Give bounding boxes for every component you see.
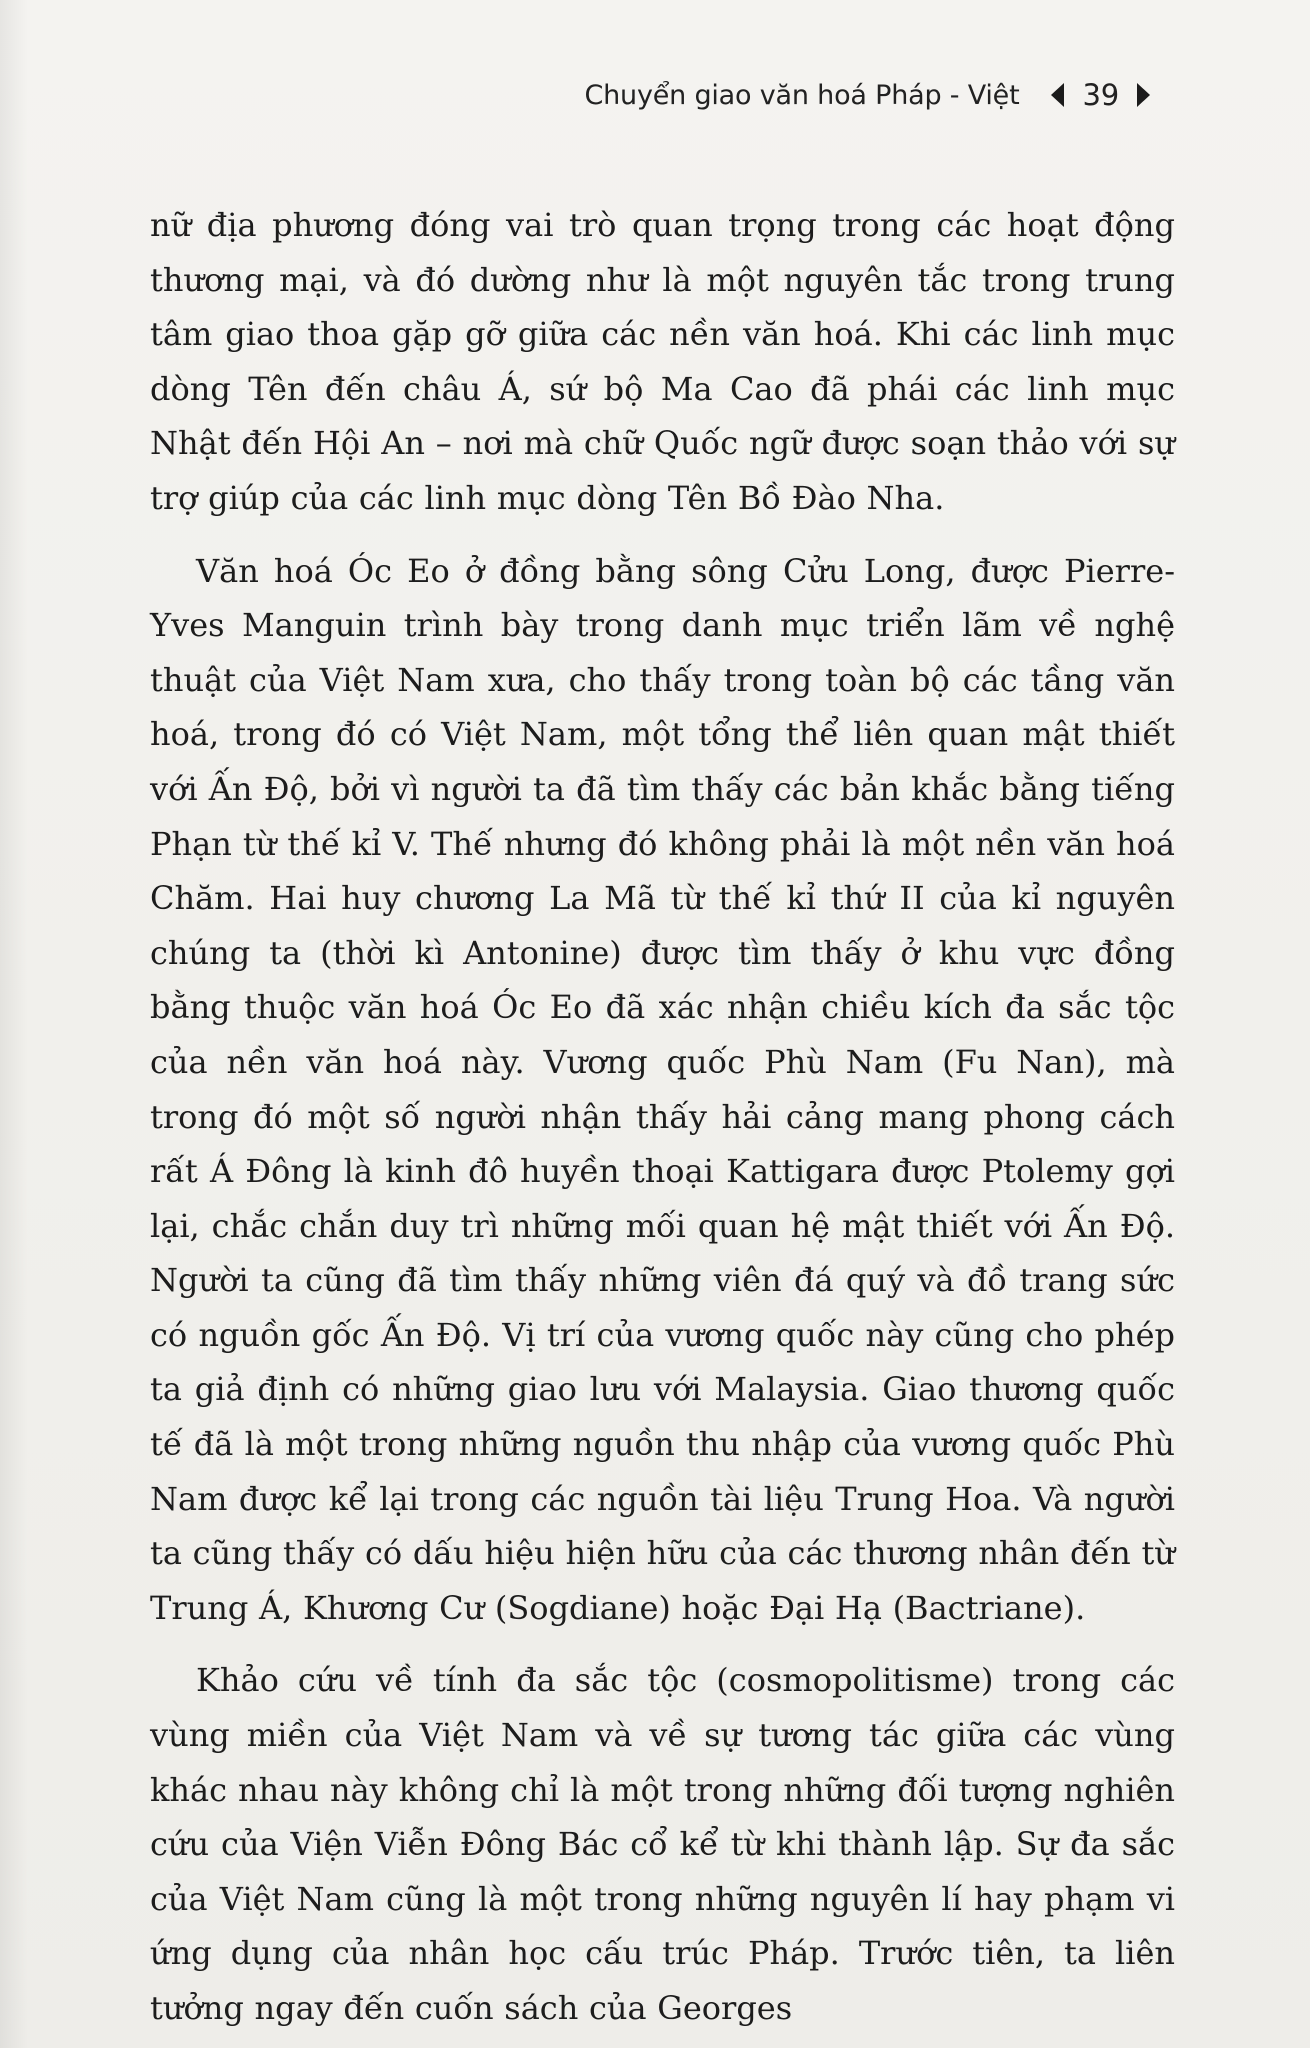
triangle-left-icon [1051,83,1064,107]
paragraph-oc-eo: Văn hoá Óc Eo ở đồng bằng sông Cửu Long, được Pierre-Yves Manguin trình bày trong danh mục triển lãm về nghệ thuật của Việt Nam xưa, cho thấy trong toàn bộ các tầng văn hoá, trong đó có Việt Nam, một tổng thể liên quan mật thiết với Ấn Độ, bởi vì người ta đã tìm thấy các bản khắc bằng tiếng Phạn từ thế kỉ V. Thế nhưng đó không phải là một nền văn hoá Chăm. Hai huy chương La Mã từ thế kỉ thứ II của kỉ nguyên chúng ta (thời kì Antonine) được tìm thấy ở khu vực đồng bằng thuộc văn hoá Óc Eo đã xác nhận chiều kích đa sắc tộc của nền văn hoá này. Vương quốc Phù Nam (Fu Nan), mà trong đó một số người nhận thấy hải cảng mang phong cách rất Á Đông là kinh đô huyền thoại Kattigara được Ptolemy gợi lại, chắc chắn duy trì những mối quan hệ mật thiết với Ấn Độ. Người ta cũng đã tìm thấy những viên đá quý và đồ trang sức có nguồn gốc Ấn Độ. Vị trí của vương quốc này cũng cho phép ta giả định có những giao lưu với Malaysia. Giao thương quốc tế đã là một trong những nguồn thu nhập của vương quốc Phù Nam được kể lại trong các nguồn tài liệu Trung Hoa. Và người ta cũng thấy có dấu hiệu hiện hữu của các thương nhân đến từ Trung Á, Khương Cư (Sogdiane) hoặc Đại Hạ (Bactriane). [150,551,1175,1627]
running-header [584,78,1150,112]
paragraph-cosmopolitisme: Khảo cứu về tính đa sắc tộc (cosmopolitisme) trong các vùng miền của Việt Nam và về sự tương tác giữa các vùng khác nhau này không chỉ là một trong những đối tượng nghiên cứu của Viện Viễn Đông Bác cổ kể từ khi thành lập. Sự đa sắc của Việt Nam cũng là một trong những nguyên lí hay phạm vi ứng dụng của nhân học cấu trúc Pháp. Trước tiên, ta liên tưởng ngay đến cuốn sách của Georges [150,1661,1175,2027]
page-edge-shadow [0,0,28,2048]
page-number: 39 [1082,78,1119,112]
paragraph-continued: nữ địa phương đóng vai trò quan trọng trong các hoạt động thương mại, và đó dường như là một nguyên tắc trong trung tâm giao thoa gặp gỡ giữa các nền văn hoá. Khi các linh mục dòng Tên đến châu Á, sứ bộ Ma Cao đã phái các linh mục Nhật đến Hội An – nơi mà chữ Quốc ngữ được soạn thảo với sự trợ giúp của các linh mục dòng Tên Bồ Đào Nha. [150,206,1175,517]
chapter-title: Chuyển giao văn hoá Pháp - Việt [584,79,1020,111]
triangle-right-icon [1137,83,1150,107]
body-text [150,198,1175,2036]
